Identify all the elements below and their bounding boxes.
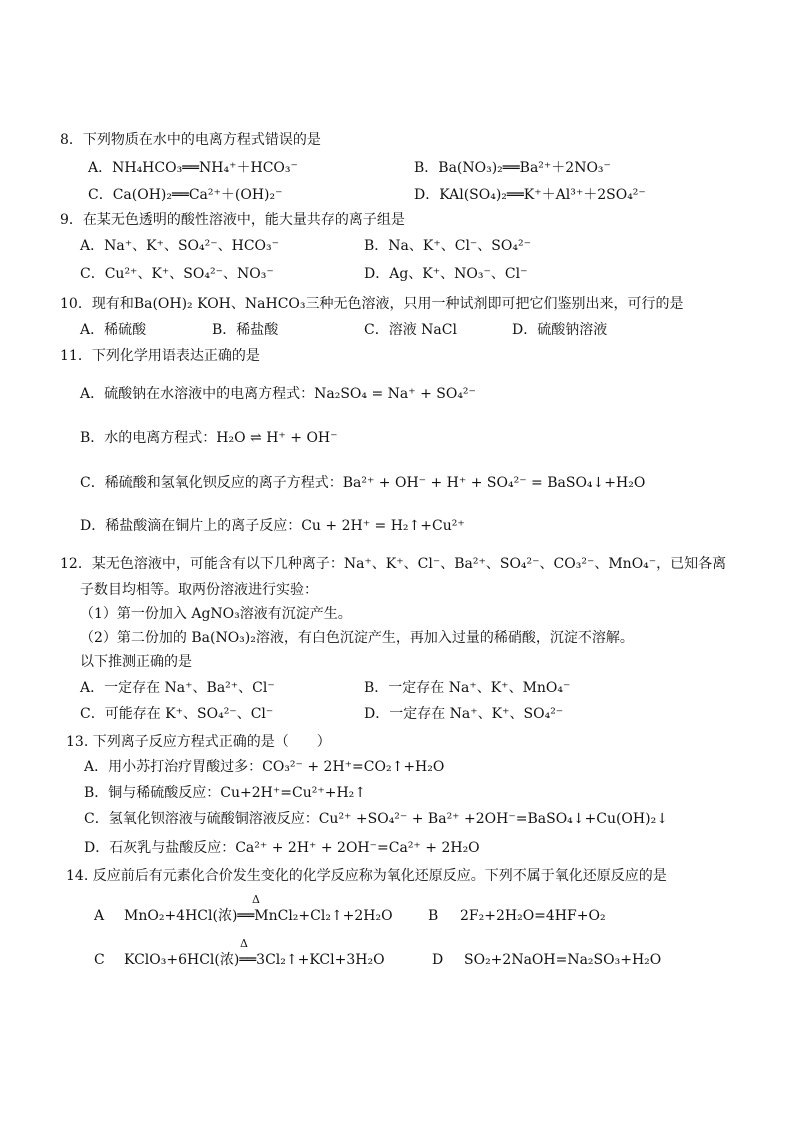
q13-option-a: A．用小苏打治疗胃酸过多：CO₃²⁻ + 2H⁺=CO₂↑+H₂O	[84, 759, 445, 775]
q14-option-a: MnO₂+4HCl(浓)══MnCl₂+Cl₂↑+2H₂O	[124, 908, 393, 924]
q14-label-d: D	[432, 952, 444, 968]
q13-option-d: D．石灰乳与盐酸反应：Ca²⁺ + 2H⁺ + 2OH⁻=Ca²⁺ + 2H₂O	[84, 840, 480, 856]
q12-stem-line1: 12．某无色溶液中，可能含有以下几种离子：Na⁺、K⁺、Cl⁻、Ba²⁺、SO₄²⁻、CO₃²⁻、MnO₄⁻，已知各离	[60, 556, 727, 572]
q12-option-c: C．可能存在 K⁺、SO₄²⁻、Cl⁻	[80, 706, 274, 722]
q10-option-d: D．硫酸钠溶液	[512, 322, 608, 338]
q11-stem: 11．下列化学用语表达正确的是	[60, 348, 260, 364]
q14-label-a: A	[94, 908, 105, 924]
q14-stem: 14. 反应前后有元素化合价发生变化的化学反应称为氧化还原反应。下列不属于氧化还原反应的是	[66, 868, 667, 884]
q8-option-a: A．NH₄HCO₃══NH₄⁺＋HCO₃⁻	[88, 160, 298, 176]
q12-option-a: A．一定存在 Na⁺、Ba²⁺、Cl⁻	[80, 680, 275, 696]
q14-option-d: SO₂+2NaOH=Na₂SO₃+H₂O	[464, 952, 662, 968]
q10-option-c: C．溶液 NaCl	[364, 322, 457, 338]
q12-option-b: B．一定存在 Na⁺、K⁺、MnO₄⁻	[364, 680, 571, 696]
q11-option-d: D．稀盐酸滴在铜片上的离子反应：Cu + 2H⁺ = H₂↑+Cu²⁺	[80, 518, 465, 534]
q14-delta-c: Δ	[240, 937, 248, 950]
q9-option-b: B．Na、K⁺、Cl⁻、SO₄²⁻	[364, 238, 531, 254]
q9-option-a: A．Na⁺、K⁺、SO₄²⁻、HCO₃⁻	[80, 238, 280, 254]
q12-stem-line2: 子数目均相等。取两份溶液进行实验：	[80, 582, 318, 598]
q8-option-d: D．KAl(SO₄)₂══K⁺＋Al³⁺＋2SO₄²⁻	[414, 187, 646, 203]
q14-label-c: C	[94, 952, 105, 968]
q11-option-b: B．水的电离方程式：H₂O ⇌ H⁺ + OH⁻	[80, 430, 338, 446]
q14-label-b: B	[428, 908, 439, 924]
q9-option-c: C．Cu²⁺、K⁺、SO₄²⁻、NO₃⁻	[80, 266, 274, 282]
q9-stem: 9．在某无色透明的酸性溶液中，能大量共存的离子组是	[60, 212, 405, 228]
q11-option-a: A．硫酸钠在水溶液中的电离方程式：Na₂SO₄ = Na⁺ + SO₄²⁻	[80, 386, 476, 402]
q14-option-c: KClO₃+6HCl(浓)══3Cl₂↑+KCl+3H₂O	[124, 952, 385, 968]
q8-option-b: B．Ba(NO₃)₂══Ba²⁺＋2NO₃⁻	[414, 160, 611, 176]
q13-stem: 13. 下列离子反应方程式正确的是（ ）	[66, 734, 331, 750]
q9-option-d: D．Ag、K⁺、NO₃⁻、Cl⁻	[364, 266, 528, 282]
q13-option-b: B．铜与稀硫酸反应：Cu+2H⁺=Cu²⁺+H₂↑	[84, 785, 366, 801]
q8-option-c: C．Ca(OH)₂══Ca²⁺＋(OH)₂⁻	[88, 187, 283, 203]
q13-option-c: C．氢氧化钡溶液与硫酸铜溶液反应：Cu²⁺ +SO₄²⁻ + Ba²⁺ +2OH⁻=BaSO₄↓+Cu(OH)₂↓	[84, 811, 668, 827]
q14-option-b: 2F₂+2H₂O=4HF+O₂	[460, 908, 606, 924]
q10-option-b: B．稀盐酸	[212, 322, 279, 338]
q10-stem: 10．现有和Ba(OH)₂ KOH、NaHCO₃三种无色溶液，只用一种试剂即可把它们鉴别出来，可行的是	[60, 296, 684, 312]
q12-option-d: D．一定存在 Na⁺、K⁺、SO₄²⁻	[364, 706, 564, 722]
q12-step1: （1）第一份加入 AgNO₃溶液有沉淀产生。	[80, 606, 352, 622]
q8-stem: 8．下列物质在水中的电离方程式错误的是	[60, 132, 321, 148]
q11-option-c: C．稀硫酸和氢氧化钡反应的离子方程式：Ba²⁺ + OH⁻ + H⁺ + SO₄²⁻ = BaSO₄↓+H₂O	[80, 475, 646, 491]
q10-option-a: A．稀硫酸	[80, 322, 147, 338]
q12-step2: （2）第二份加的 Ba(NO₃)₂溶液，有白色沉淀产生，再加入过量的稀硝酸，沉淀不溶解。	[80, 630, 634, 646]
q12-ask: 以下推测正确的是	[80, 654, 192, 670]
q14-delta-a: Δ	[252, 893, 260, 906]
